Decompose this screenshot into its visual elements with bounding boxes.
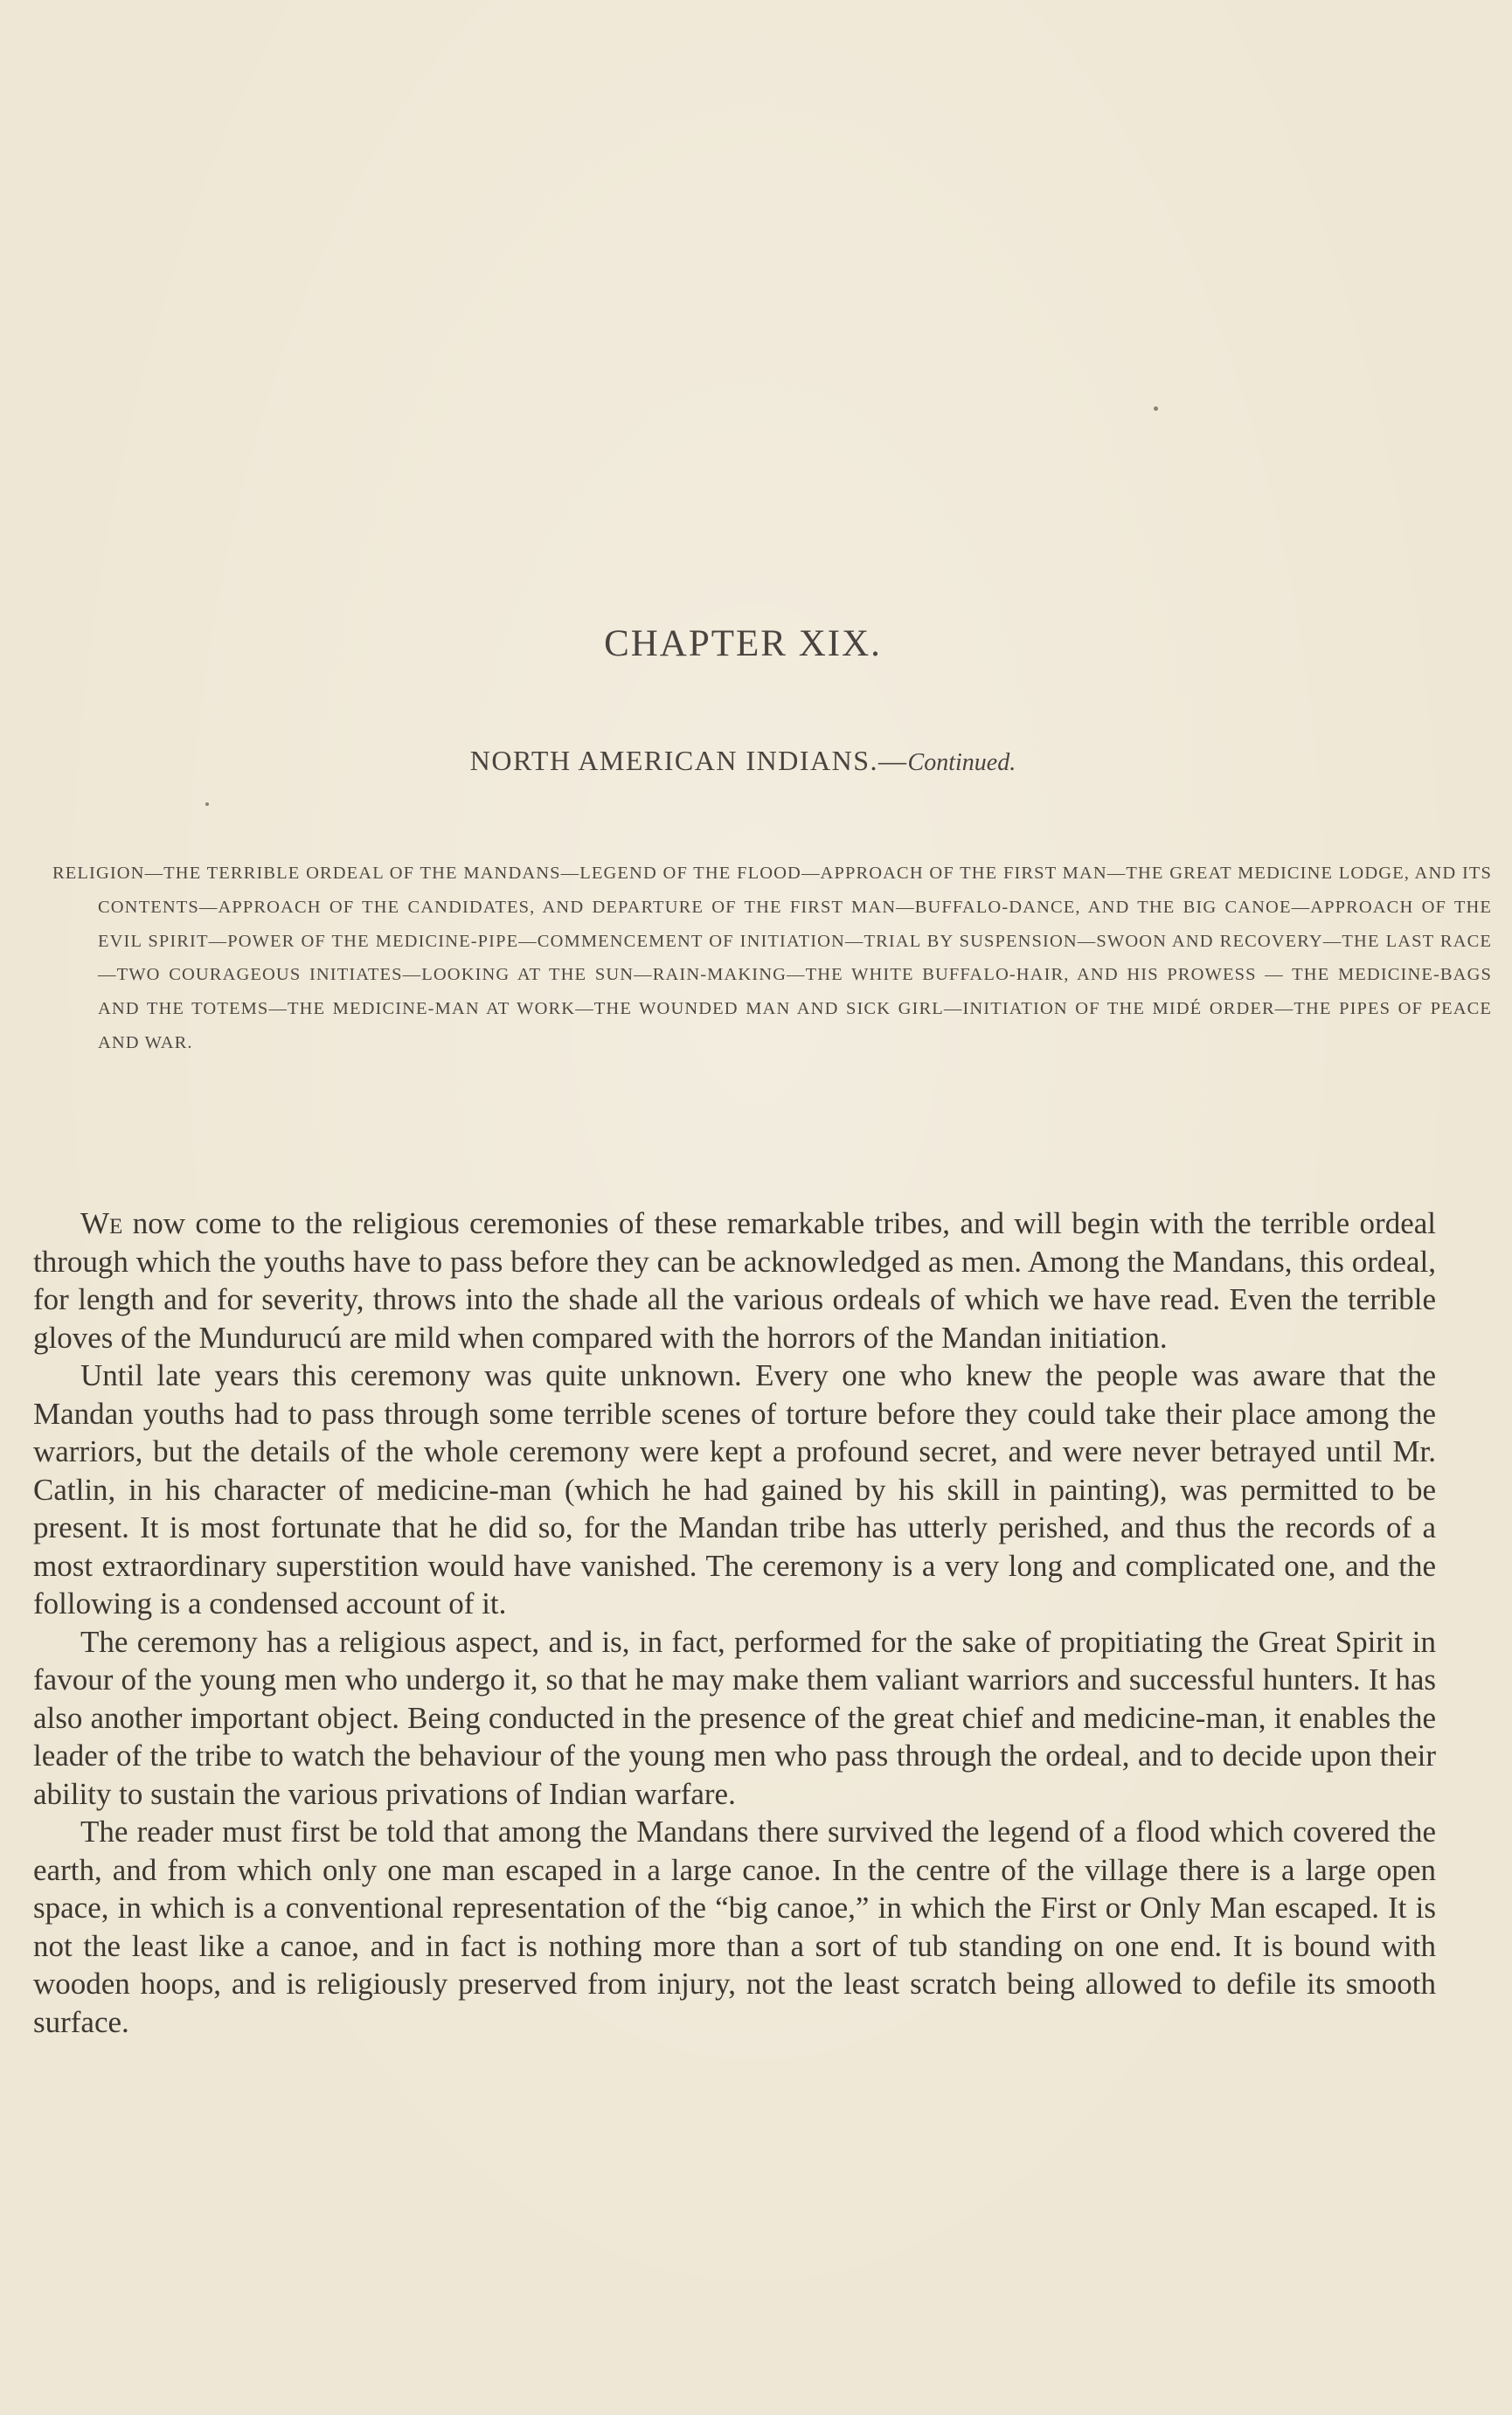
paper-speck [205, 802, 209, 806]
body-text [33, 1204, 1436, 2041]
chapter-subtitle [0, 745, 1486, 777]
paragraph-1-opening: We [80, 1206, 123, 1240]
paper-speck [1154, 406, 1158, 411]
chapter-synopsis: RELIGION—THE TERRIBLE ORDEAL OF THE MANDANS—LEGEND OF THE FLOOD—APPROACH OF THE FIRST MAN—THE GREAT MEDICINE LODGE, AND ITS CONTENTS—APPROACH OF THE CANDIDATES, AND DEPARTURE OF THE FIRST MAN—BUFFALO-DANCE, AND THE BIG CANOE—APPROACH OF THE EVIL SPIRIT—POWER OF THE MEDICINE-PIPE—COMMENCEMENT OF INITIATION—TRIAL BY SUSPENSION—SWOON AND RECOVERY—THE LAST RACE—TWO COURAGEOUS INITIATES—LOOKING AT THE SUN—RAIN-MAKING—THE WHITE BUFFALO-HAIR, AND HIS PROWESS — THE MEDICINE-BAGS AND THE TOTEMS—THE MEDICINE-MAN AT WORK—THE WOUNDED MAN AND SICK GIRL—INITIATION OF THE MIDÉ ORDER—THE PIPES OF PEACE AND WAR. [52, 864, 1492, 1052]
paragraph-4: The reader must first be told that among the Mandans there survived the legend of a flood which covered the earth, and from which only one man escaped in a large canoe. In the centre of the village there is a large open space, in which is a conventional representation of the “big canoe,” in which the First or Only Man escaped. It is not the least like a canoe, and in fact is nothing more than a sort of tub standing on one end. It is bound with wooden hoops, and is religiously preserved from injury, not the least scratch being allowed to defile its smooth surface. [33, 1815, 1436, 2039]
chapter-subtitle-main: NORTH AMERICAN INDIANS.— [469, 745, 908, 776]
chapter-subtitle-continued: Continued. [907, 749, 1016, 776]
paragraph-2: Until late years this ceremony was quite unknown. Every one who knew the people was aware that the Mandan youths had to pass through some terrible scenes of torture before they could take their place among the warriors, but the details of the whole ceremony were kept a profound secret, and were never betrayed until Mr. Catlin, in his character of medicine-man (which he had gained by his skill in painting), was permitted to be present. It is most fortunate that he did so, for the Mandan tribe has utterly perished, and thus the records of a most extraordinary superstition would have vanished. The ceremony is a very long and complicated one, and the following is a condensed account of it. [33, 1358, 1436, 1620]
paragraph-1-text: now come to the religious ceremonies of these remarkable tribes, and will begin with the terrible ordeal through which the youths have to pass before they can be acknowledged as men. Among the Mandans, this ordeal, for length and for severity, throws into the shade all the various ordeals of which we have read. Even the terrible gloves of the Mundurucú are mild when compared with the horrors of the Mandan initiation. [33, 1206, 1436, 1355]
chapter-title: CHAPTER XIX. [604, 623, 882, 664]
paragraph-3: The ceremony has a religious aspect, and is, in fact, performed for the sake of propitiating the Great Spirit in favour of the young men who undergo it, so that he may make them valiant warriors and successful hunters. It has also another important object. Being conducted in the presence of the great chief and medicine-man, it enables the leader of the tribe to watch the behaviour of the young men who pass through the ordeal, and to decide upon their ability to sustain the various privations of Indian warfare. [33, 1624, 1436, 1811]
paragraph-1 [33, 1204, 1436, 1357]
